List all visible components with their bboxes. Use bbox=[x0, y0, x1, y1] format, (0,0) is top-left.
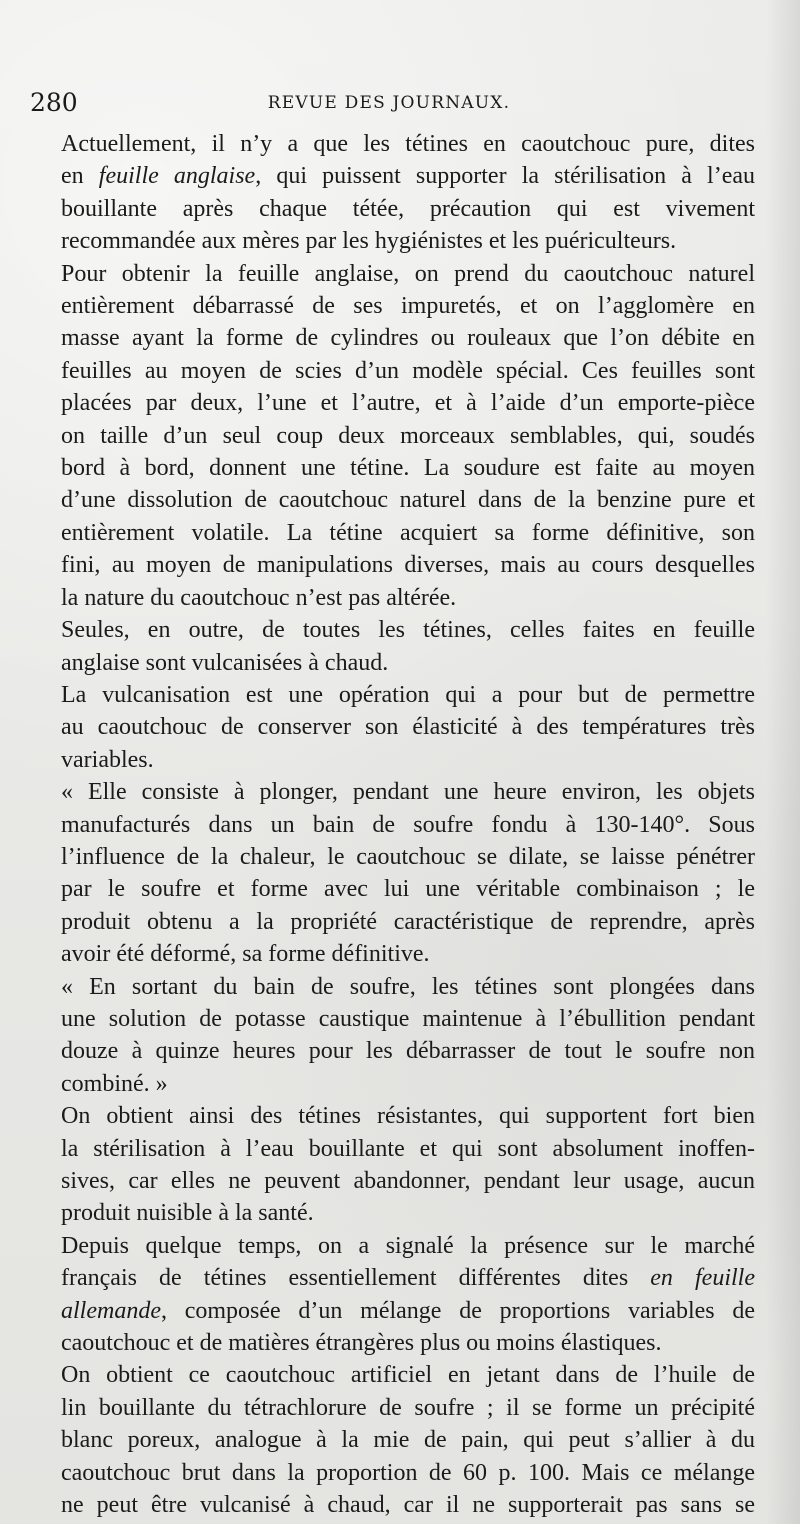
text-line: en feuille anglaise, qui puissent supporter la stérilisation à l’eau bbox=[61, 163, 755, 190]
text-line: La vulcanisation est une opération qui a pour but de permettre bbox=[61, 681, 755, 708]
text-line: sives, car elles ne peuvent abandonner, pendant leur usage, aucun bbox=[61, 1168, 755, 1194]
text-line: fini, au moyen de manipulations diverses, mais au cours desquelles bbox=[61, 552, 755, 579]
text-line: la stérilisation à l’eau bouillante et qui sont absolument inoffen- bbox=[61, 1135, 755, 1162]
text-line: On obtient ce caoutchouc artificiel en jetant dans de l’huile de bbox=[61, 1362, 755, 1389]
text-line: on taille d’un seul coup deux morceaux semblables, qui, soudés bbox=[61, 422, 755, 449]
text-line: « Elle consiste à plonger, pendant une heure environ, les objets bbox=[61, 779, 755, 806]
paragraph bbox=[35, 971, 755, 1101]
paragraph bbox=[35, 258, 755, 614]
text-line: blanc poreux, analogue à la mie de pain, qui peut s’allier à du bbox=[61, 1427, 755, 1454]
text-line: l’influence de la chaleur, le caoutchouc se dilate, se laisse pénétrer bbox=[61, 843, 755, 870]
text-line: placées par deux, l’une et l’autre, et à l’aide d’un emporte-pièce bbox=[61, 390, 755, 417]
text-line: entièrement débarrassé de ses impuretés, et on l’agglomère en bbox=[61, 293, 755, 320]
text-line: une solution de potasse caustique maintenue à l’ébullition pendant bbox=[61, 1005, 755, 1032]
text-line: manufacturés dans un bain de soufre fondu à 130-140°. Sous bbox=[61, 811, 755, 838]
text-line: Pour obtenir la feuille anglaise, on prend du caoutchouc naturel bbox=[61, 260, 755, 287]
body-text bbox=[35, 128, 755, 1521]
text-line: d’une dissolution de caoutchouc naturel dans de la benzine pure et bbox=[61, 487, 755, 514]
text-line: lin bouillante du tétrachlorure de soufre ; il se forme un précipité bbox=[61, 1394, 755, 1421]
text-line: Seules, en outre, de toutes les tétines, celles faites en feuille bbox=[61, 617, 755, 644]
paragraph bbox=[35, 128, 755, 258]
text-line: combiné. » bbox=[61, 1070, 168, 1097]
text-line: bord à bord, donnent une tétine. La soudure est faite au moyen bbox=[61, 455, 755, 482]
text-line: On obtient ainsi des tétines résistantes, qui supportent fort bien bbox=[61, 1103, 755, 1130]
text-line: produit nuisible à la santé. bbox=[61, 1200, 314, 1227]
running-head: REVUE DES JOURNAUX. bbox=[267, 93, 511, 113]
text-line: par le soufre et forme avec lui une véritable combinaison ; le bbox=[61, 876, 755, 903]
page-header bbox=[30, 88, 748, 118]
paragraph bbox=[35, 1230, 755, 1360]
paragraph bbox=[35, 1100, 755, 1230]
text-line: entièrement volatile. La tétine acquiert sa forme définitive, son bbox=[61, 519, 755, 546]
text-line: ne peut être vulcanisé à chaud, car il ne supporterait pas sans se bbox=[61, 1492, 755, 1519]
page-number: 280 bbox=[30, 88, 78, 117]
paragraph bbox=[35, 614, 755, 679]
text-line: Depuis quelque temps, on a signalé la présence sur le marché bbox=[61, 1232, 755, 1259]
text-line: au caoutchouc de conserver son élasticité à des températures très bbox=[61, 714, 755, 741]
text-line: produit obtenu a la propriété caractéristique de reprendre, après bbox=[61, 908, 755, 935]
text-line: caoutchouc et de matières étrangères plus ou moins élastiques. bbox=[61, 1330, 662, 1357]
text-line: masse ayant la forme de cylindres ou rouleaux que l’on débite en bbox=[61, 325, 755, 352]
text-line: Actuellement, il n’y a que les tétines en caoutchouc pure, dites bbox=[61, 131, 755, 157]
text-line: douze à quinze heures pour les débarrasser de tout le soufre non bbox=[61, 1038, 755, 1065]
text-line: « En sortant du bain de soufre, les tétines sont plongées dans bbox=[61, 973, 755, 1000]
text-line: caoutchouc brut dans la proportion de 60 p. 100. Mais ce mélange bbox=[61, 1459, 755, 1486]
text-line: allemande, composée d’un mélange de proportions variables de bbox=[61, 1297, 755, 1324]
text-line: variables. bbox=[61, 746, 154, 773]
text-line: français de tétines essentiellement différentes dites en feuille bbox=[61, 1265, 755, 1292]
text-line: bouillante après chaque tétée, précaution qui est vivement bbox=[61, 195, 755, 222]
text-line: recommandée aux mères par les hygiénistes et les puériculteurs. bbox=[61, 228, 677, 255]
text-line: avoir été déformé, sa forme définitive. bbox=[61, 941, 430, 968]
paragraph bbox=[35, 776, 755, 970]
text-line: la nature du caoutchouc n’est pas altérée. bbox=[61, 584, 457, 611]
paragraph bbox=[35, 679, 755, 776]
text-line: anglaise sont vulcanisées à chaud. bbox=[61, 649, 389, 676]
paragraph bbox=[35, 1359, 755, 1521]
text-line: feuilles au moyen de scies d’un modèle spécial. Ces feuilles sont bbox=[61, 357, 755, 384]
